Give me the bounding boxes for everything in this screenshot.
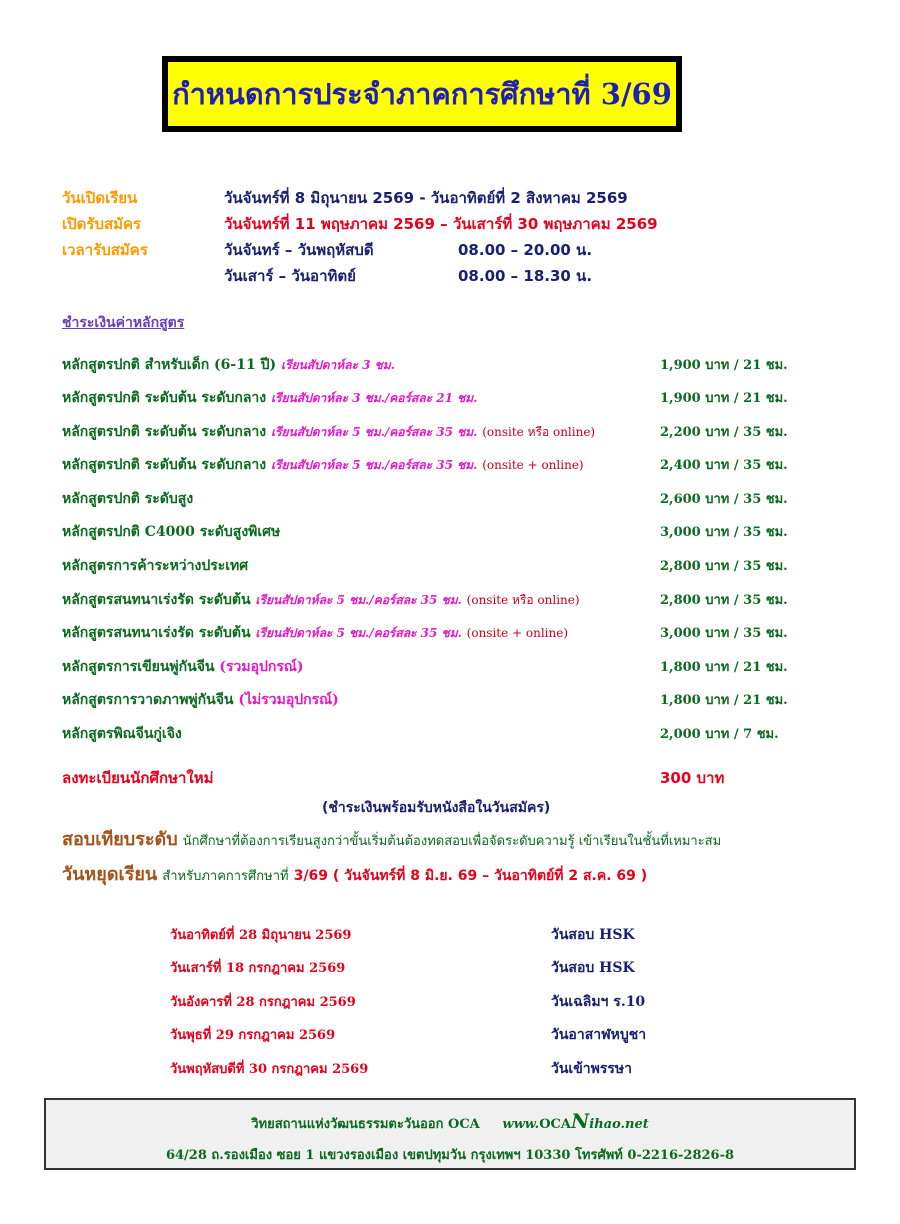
register-fee: 300 บาท: [660, 769, 725, 787]
course-row: [62, 454, 802, 478]
course-note: เรียนสัปดาห์ละ 5 ชม./คอร์สละ 35 ชม.: [270, 425, 478, 439]
course-note: เรียนสัปดาห์ละ 3 ชม./คอร์สละ 21 ชม.: [270, 391, 478, 405]
course-price: 2,200 บาท / 35 ชม.: [660, 425, 788, 440]
placement-line: [62, 824, 721, 853]
hours-days-weekday: วันจันทร์ – วันพฤหัสบดี: [224, 241, 374, 259]
footer: [44, 1098, 856, 1170]
course-name: หลักสูตรการวาดภาพพู่กันจีน (ไม่รวมอุปกรณ์): [62, 692, 339, 708]
holiday-line: [62, 859, 647, 888]
course-note: เรียนสัปดาห์ละ 5 ชม./คอร์สละ 35 ชม.: [255, 626, 462, 640]
course-name: หลักสูตรการค้าระหว่างประเทศ: [62, 558, 249, 574]
holiday-date: วันอังคารที่ 28 กรกฎาคม 2569: [170, 995, 356, 1010]
course-name: หลักสูตรปกติ ระดับต้น ระดับกลาง เรียนสัปดาห์ละ 5 ชม./คอร์สละ 35 ชม. (onsite หรือ online): [62, 424, 596, 440]
hours-label: เวลารับสมัคร: [62, 241, 148, 259]
course-note: เรียนสัปดาห์ละ 5 ชม./คอร์สละ 35 ชม.: [270, 458, 478, 472]
course-row: [62, 656, 802, 680]
course-name: หลักสูตรปกติ ระดับต้น ระดับกลาง เรียนสัปดาห์ละ 3 ชม./คอร์สละ 21 ชม.: [62, 390, 478, 406]
course-price: 1,800 บาท / 21 ชม.: [660, 660, 788, 675]
holiday-event: วันเข้าพรรษา: [551, 1061, 633, 1077]
course-name: หลักสูตรปกติ ระดับสูง: [62, 491, 194, 507]
course-row: [62, 723, 802, 747]
footer-org: วิทยสถานแห่งวัฒนธรรมตะวันออก OCA: [251, 1117, 480, 1132]
holiday-date: วันพุธที่ 29 กรกฎาคม 2569: [170, 1028, 336, 1043]
course-price: 3,000 บาท / 35 ชม.: [660, 525, 788, 540]
course-note: เรียนสัปดาห์ละ 3 ชม.: [280, 358, 395, 372]
course-price: 2,000 บาท / 7 ชม.: [660, 727, 779, 742]
course-name: หลักสูตรสนทนาเร่งรัด ระดับต้น เรียนสัปดาห์ละ 5 ชม./คอร์สละ 35 ชม. (onsite + online): [62, 625, 569, 641]
holiday-event: วันอาสาฬหบูชา: [551, 1027, 647, 1043]
footer-address: 64/28 ถ.รองเมือง ซอย 1 แขวงรองเมือง เขตปทุมวัน กรุงเทพฯ 10330 โทรศัพท์ 0-2216-2826-8: [165, 1148, 735, 1163]
holiday-term: 3/69 ( วันจันทร์ที่ 8 มิ.ย. 69 – วันอาทิตย์ที่ 2 ส.ค. 69 ): [293, 868, 648, 884]
course-price: 1,900 บาท / 21 ชม.: [660, 358, 788, 373]
course-price: 2,800 บาท / 35 ชม.: [660, 559, 788, 574]
footer-org-line: [46, 1109, 854, 1134]
course-row: [62, 622, 802, 646]
title-box: [162, 56, 682, 132]
holiday-date: วันอาทิตย์ที่ 28 มิถุนายน 2569: [170, 928, 352, 943]
course-row: [62, 521, 802, 545]
payment-note: (ชำระเงินพร้อมรับหนังสือในวันสมัคร): [322, 800, 551, 816]
course-row: [62, 589, 802, 613]
course-name: หลักสูตรพิณจีนกู่เจิง: [62, 726, 182, 742]
course-name: หลักสูตรปกติ สำหรับเด็ก (6-11 ปี) เรียนสัปดาห์ละ 3 ชม.: [62, 357, 395, 373]
course-delivery: (onsite หรือ online): [482, 425, 596, 439]
course-name: หลักสูตรสนทนาเร่งรัด ระดับต้น เรียนสัปดาห์ละ 5 ชม./คอร์สละ 35 ชม. (onsite หรือ online): [62, 592, 580, 608]
holiday-label: วันหยุดเรียน: [62, 864, 158, 885]
course-price: 2,600 บาท / 35 ชม.: [660, 492, 788, 507]
course-name: หลักสูตรปกติ C4000 ระดับสูงพิเศษ: [62, 524, 281, 540]
course-note: เรียนสัปดาห์ละ 5 ชม./คอร์สละ 35 ชม.: [255, 593, 462, 607]
hours-time-weekday: 08.00 – 20.00 น.: [458, 241, 593, 259]
placement-label: สอบเทียบระดับ: [62, 829, 178, 850]
course-delivery: (onsite + online): [466, 626, 569, 640]
course-price: 1,800 บาท / 21 ชม.: [660, 693, 788, 708]
section-heading: ชำระเงินค่าหลักสูตร: [62, 315, 185, 331]
holiday-date: วันเสาร์ที่ 18 กรกฎาคม 2569: [170, 961, 346, 976]
course-delivery: (onsite หรือ online): [466, 593, 580, 607]
holiday-date: วันพฤหัสบดีที่ 30 กรกฎาคม 2569: [170, 1062, 369, 1077]
course-row: [62, 689, 802, 713]
apply-label: เปิดรับสมัคร: [62, 215, 142, 233]
open-label: วันเปิดเรียน: [62, 189, 138, 207]
holiday-event: วันสอบ HSK: [551, 960, 635, 976]
course-delivery: (onsite + online): [482, 458, 584, 472]
title-background: [168, 62, 676, 126]
hours-time-weekend: 08.00 – 18.30 น.: [458, 267, 593, 285]
course-row: [62, 421, 802, 445]
course-row: [62, 387, 802, 411]
course-name: หลักสูตรการเขียนพู่กันจีน (รวมอุปกรณ์): [62, 659, 304, 675]
course-price: 2,800 บาท / 35 ชม.: [660, 593, 788, 608]
course-equipment-note: (รวมอุปกรณ์): [219, 659, 304, 675]
course-row: [62, 488, 802, 512]
course-price: 2,400 บาท / 35 ชม.: [660, 458, 788, 473]
register-label: ลงทะเบียนนักศึกษาใหม่: [62, 769, 214, 787]
course-equipment-note: (ไม่รวมอุปกรณ์): [238, 692, 339, 708]
course-row: [62, 555, 802, 579]
holiday-text: สำหรับภาคการศึกษาที่: [162, 869, 289, 884]
course-row: [62, 354, 802, 378]
placement-text: นักศึกษาที่ต้องการเรียนสูงกว่าขั้นเริ่มต้นต้องทดสอบเพื่อจัดระดับความรู้ เข้าเรียนในชั้นที่เหมาะสม: [182, 834, 722, 849]
course-price: 3,000 บาท / 35 ชม.: [660, 626, 788, 641]
holiday-event: วันสอบ HSK: [551, 927, 635, 943]
apply-value: วันจันทร์ที่ 11 พฤษภาคม 2569 – วันเสาร์ที่ 30 พฤษภาคม 2569: [224, 215, 658, 233]
open-value: วันจันทร์ที่ 8 มิถุนายน 2569 - วันอาทิตย์ที่ 2 สิงหาคม 2569: [224, 189, 628, 207]
page-title: กำหนดการประจำภาคการศึกษาที่ 3/69: [172, 77, 672, 111]
course-name: หลักสูตรปกติ ระดับต้น ระดับกลาง เรียนสัปดาห์ละ 5 ชม./คอร์สละ 35 ชม. (onsite + online): [62, 457, 584, 473]
holiday-event: วันเฉลิมฯ ร.10: [551, 994, 646, 1010]
course-price: 1,900 บาท / 21 ชม.: [660, 391, 788, 406]
footer-website-link[interactable]: www.OCANihao.net: [502, 1109, 649, 1133]
hours-days-weekend: วันเสาร์ – วันอาทิตย์: [224, 267, 356, 285]
